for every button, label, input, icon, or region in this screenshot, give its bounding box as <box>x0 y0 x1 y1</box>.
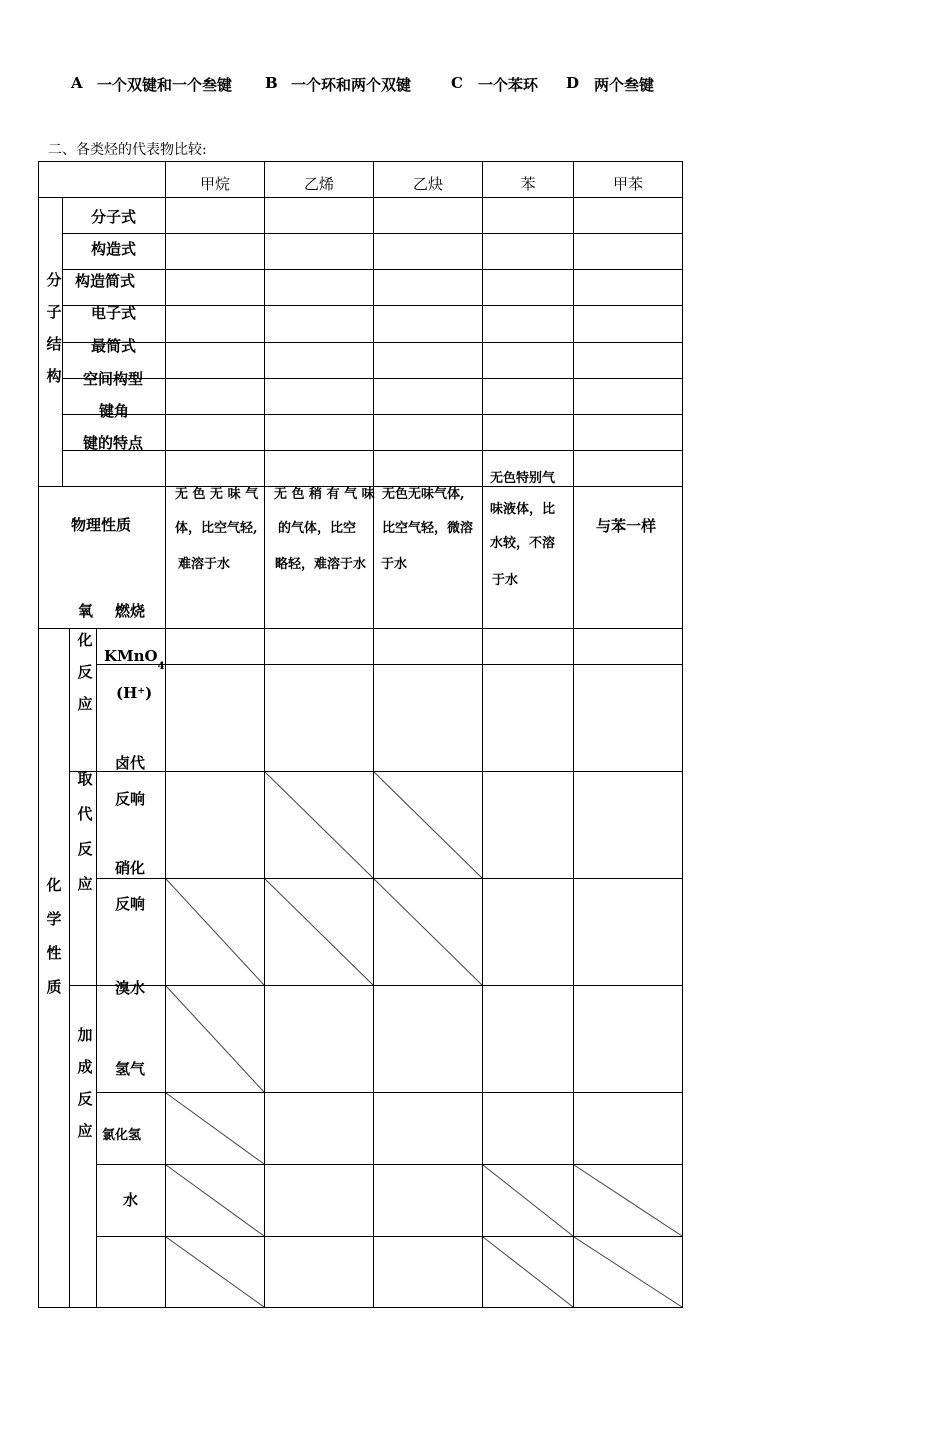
row-label-structural-formula: 构造式 <box>91 240 137 258</box>
substitution-group-text: 取 代 反 应 <box>77 770 93 893</box>
toluene-physical: 与苯一样 <box>596 517 657 535</box>
nitration-label: 硝化 <box>115 859 146 877</box>
hydrogen-label: 氢气 <box>115 1060 146 1078</box>
acetylene-physical-line1: 无色无味气体, <box>382 487 465 502</box>
methane-physical-line3: 难溶于水 <box>178 557 231 572</box>
row-label-condensed-formula: 构造简式 <box>75 272 136 290</box>
header-ethylene: 乙烯 <box>303 175 334 193</box>
oxidation-group-text: 化 反 应 <box>77 631 93 713</box>
structure-group-text: 分 子 结 构 <box>46 271 62 385</box>
acetylene-physical-line2: 比空气轻，微溶 <box>382 521 474 536</box>
row-label-spatial-shape: 空间构型 <box>83 370 144 388</box>
row-label-electron-formula: 电子式 <box>91 304 137 322</box>
halogenation-reaction-label: 反响 <box>115 790 146 808</box>
option-b-letter: B <box>265 74 278 92</box>
structure-group-label <box>45 264 63 392</box>
addition-group-label <box>76 1019 94 1147</box>
ethylene-physical-line1: 无 色 稍 有 气 味 <box>274 487 375 502</box>
chemical-group-text: 化 学 性 质 <box>46 876 62 996</box>
hydrogen-chloride-label: 氯化氢 <box>102 1128 142 1143</box>
ethylene-physical-line3: 略轻，难溶于水 <box>275 557 367 572</box>
header-acetylene: 乙炔 <box>412 175 443 193</box>
kmno4-text: KMnO <box>104 647 158 665</box>
kmno4-label <box>104 647 165 672</box>
header-methane: 甲烷 <box>199 175 230 193</box>
water-label: 水 <box>123 1191 139 1209</box>
row-label-bond-angle: 键角 <box>99 402 130 420</box>
row-label-simplest-formula: 最简式 <box>91 337 137 355</box>
header-benzene: 苯 <box>520 175 536 193</box>
bromine-water-label: 溴水 <box>115 979 146 997</box>
acetylene-physical-line3: 于水 <box>381 557 408 572</box>
option-c-letter: C <box>451 74 463 92</box>
row-label-bond-features: 键的特点 <box>83 434 144 452</box>
benzene-physical-line1: 无色特别气 <box>490 471 556 486</box>
kmno4-condition: (H⁺) <box>116 684 153 702</box>
section-title: 二、各类烃的代表物比较: <box>48 142 207 158</box>
header-toluene: 甲苯 <box>612 175 643 193</box>
oxidation-label-first-char: 氧 <box>78 602 94 620</box>
option-d-text: 两个叁键 <box>594 76 655 94</box>
combustion-label: 燃烧 <box>115 602 146 620</box>
physical-properties-label: 物理性质 <box>71 516 132 534</box>
nitration-reaction-label: 反响 <box>115 895 146 913</box>
option-a-letter: A <box>71 74 83 92</box>
ethylene-physical-line2: 的气体，比空 <box>278 521 357 536</box>
diagonal-slashes <box>166 772 682 1307</box>
methane-physical-line2: 体，比空气轻, <box>175 521 258 536</box>
oxidation-group-label <box>76 624 94 720</box>
row-label-molecular-formula: 分子式 <box>91 208 137 226</box>
methane-physical-line1: 无 色 无 味 气 <box>175 487 259 502</box>
option-c-text: 一个苯环 <box>478 76 539 94</box>
option-b-text: 一个环和两个双键 <box>291 76 412 94</box>
benzene-physical-line2: 味液体，比 <box>490 502 556 517</box>
addition-group-text: 加 成 反 应 <box>77 1026 93 1140</box>
benzene-physical-line3: 水较，不溶 <box>490 536 556 551</box>
benzene-physical-line4: 于水 <box>492 573 519 588</box>
kmno4-subscript: 4 <box>157 661 165 672</box>
option-a-text: 一个双键和一个叁键 <box>97 76 233 94</box>
chemical-group-label <box>45 868 63 1004</box>
halogenation-label: 卤代 <box>115 754 146 772</box>
substitution-group-label <box>76 762 94 902</box>
option-d-letter: D <box>566 74 580 92</box>
